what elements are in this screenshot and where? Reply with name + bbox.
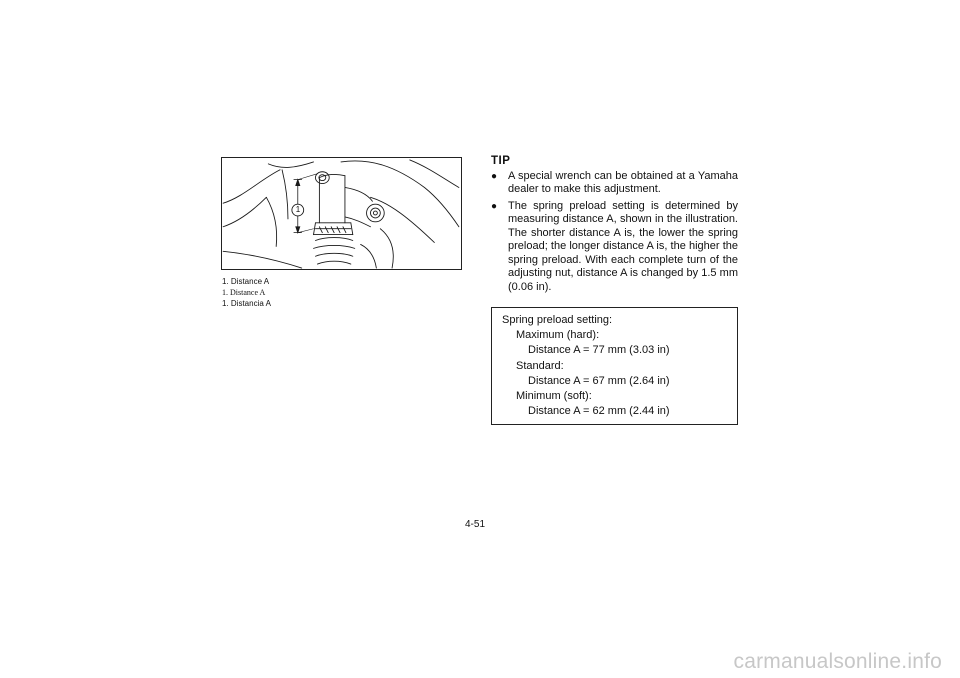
tip-item-text: A special wrench can be obtained at a Yamaha dealer to make this adjustment. [508,169,738,195]
spec-heading: Spring preload setting: [502,314,613,326]
spec-std-label: Standard: [516,359,564,372]
caption-spanish: 1. Distancia A [222,299,271,308]
callout-number: 1 [295,205,301,214]
spring-preload-spec-box [491,307,738,425]
bullet-icon: ● [491,170,498,182]
tip-item-wrench [491,170,738,197]
caption-french: 1. Distance A [222,288,266,297]
bullet-icon: ● [491,200,498,212]
spec-max-value: Distance A = 77 mm (3.03 in) [528,344,670,357]
tip-section [491,155,738,297]
tip-heading: TIP [491,155,511,167]
spec-min-value: Distance A = 62 mm (2.44 in) [528,405,670,418]
spec-min-label: Minimum (soft): [516,390,592,403]
shock-absorber-drawing [222,158,461,269]
tip-item-preload [491,200,738,295]
watermark: carmanualsonline.info [733,650,942,673]
spec-std-value: Distance A = 67 mm (2.64 in) [528,374,670,387]
spec-max-label: Maximum (hard): [516,329,600,342]
shock-absorber-illustration [221,157,462,270]
tip-item-text: The spring preload setting is determined by measuring distance A, shown in the illustration. The shorter distance A is, the lower the spring preload; the longer distance A is, the higher the spring preload. With each complete turn of the adjusting nut, distance A is changed by 1.5 mm (0.06 in). [508,199,738,293]
figure-captions [222,276,271,309]
page-number: 4-51 [465,519,486,530]
caption-english: 1. Distance A [222,277,270,286]
